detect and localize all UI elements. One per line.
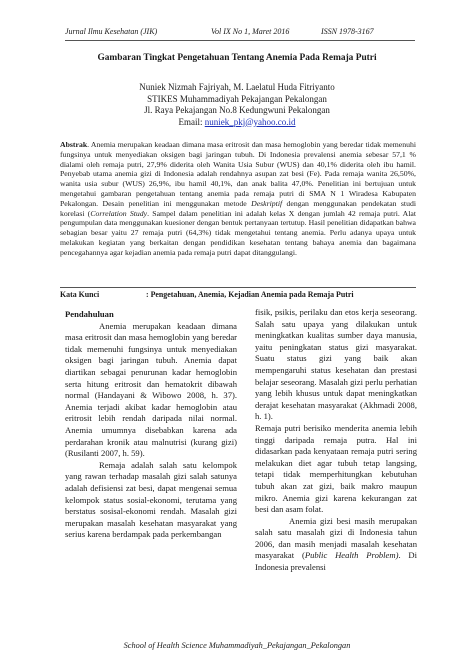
author-address: Jl. Raya Pekajangan No.8 Kedungwuni Pekalongan [144,105,330,115]
abstract-text-1: . Anemia merupakan keadaan dimana masa eritrosit dan masa hemoglobin yang beredar tidak memenuhi fungsinya untuk menyediakan oksigen bagi jaringan tubuh. Di Indonesia prevalensi anemia sebesar 57,1 % dialami oleh remaja putri, 27,9% diderita oleh Wanita Usia Subur (WUS) dan 40,1% diderita oleh ibu hamil. Penyebab utama anemia gizi di Indonesia adalah rendahnya asupan zat besi (Fe). Pada remaja wanita 26,50%, wanita usia subur (WUS) 26,9%, ibu hamil 40,1%, dan anak balita 47,0%. Penelitian ini bertujuan untuk mengetahui gambaran pengetahuan tentang anemia pada remaja putri di SMA N 1 Wiradesa Kabupaten Pekalongan. Desain penelitian ini menggunakan metode [60,140,416,208]
page-footer: School of Health Science Muhammadiyah_Pekajangan_Pekalongan [123,641,351,650]
right-paragraph-3-italic: Public Health Problem) [304,550,399,561]
keywords-label: Kata Kunci [60,290,100,299]
author-block [0,82,474,128]
abstract-label: Abstrak [60,140,88,149]
keywords-text: : Pengetahuan, Anemia, Kejadian Anemia pada Remaja Putri [146,290,354,299]
header-rule [65,40,415,41]
paper-title: Gambaran Tingkat Pengetahuan Tentang Anemia Pada Remaja Putri [97,53,377,63]
left-column [65,309,237,541]
abstract-method: Deskriptif [251,198,283,208]
author-institution: STIKES Muhammadiyah Pekajangan Pekalongan [147,93,327,104]
abstract-text-2: dengan menggunakan pendekatan studi korelasi ( [60,198,416,218]
left-paragraph-1: Anemia merupakan keadaan dimana masa eritrosit dan masa hemoglobin yang beredar tidak memenuhi fungsinya untuk menyediakan oksigen bagi jaringan tubuh. Anemia dapat diartikan sebagai penurunan kadar hemoglobin serta hitung eritrosit dan hematokrit dibawah normal (Handayani & Wibowo 2008, h. 37). Anemia terjadi akibat kadar hemoglobin atau eritrosit lebih rendah daripada nilai normal. Anemia umumnya disebabkan karena ada perdarahan kronik atau malnutrisi (kurang gizi) (Rusilanti 2007, h. 59). [65,320,237,459]
email-label: Email: [178,116,205,127]
section-heading: Pendahuluan [65,309,114,319]
right-paragraph-3 [255,516,417,574]
abstract-approach: Correlation Study [90,208,148,218]
author-names: Nuniek Nizmah Fajriyah, M. Laelatul Huda Fitriyanto [139,82,335,92]
email-link[interactable]: nuniek_pkj@yahoo.co.id [204,116,296,127]
running-header [65,27,415,39]
author-email-line [0,117,474,129]
right-column [255,307,417,574]
abstract [60,140,416,258]
right-paragraph-3-text-1: Anemia gizi besi masih merupakan salah satu masalah gizi di Indonesia tahun 2006, dan masih menjadi masalah kesehatan masyarakat ( [255,515,417,561]
journal-name: Jurnal Ilmu Kesehatan (JIK) [65,27,158,36]
journal-issn: ISSN 1978-3167 [321,27,374,36]
left-paragraph-2: Remaja adalah salah satu kelompok yang rawan terhadap masalah gizi salah satunya adalah defisiensi zat besi, dapat mengenai semua kelompok status sosial-ekonomi, terutama yang berstatus sosisal-ekonomi rendah. Masalah gizi merupakan masalah kesehatan masyarakat yang serius karena berdampak pada perkembangan [65,459,237,540]
keywords-rule [60,287,416,288]
right-paragraph-2: Remaja putri berisiko menderita anemia lebih tinggi daripada remaja putra. Hal ini didasarkan pada kenyataan remaja putri sering melakukan diet agar tubuh tetap langsing, tetapi tidak memperhitungkan kebutuhan tubuh akan zat gizi, baik makro maupun mikro. Anemia gizi karena kekurangan zat besi dan asam folat. [255,422,417,515]
journal-volume: Vol IX No 1, Maret 2016 [211,27,290,36]
right-paragraph-3-text-2: . Di Indonesia prevalensi [255,550,418,573]
right-paragraph-1: fisik, psikis, perilaku dan etos kerja seseorang. Salah satu upaya yang dilakukan untuk meningkatkan kualitas sumber daya manusia, yaitu peningkatan status gizi masyarakat. Suatu status gizi yang baik akan mempengaruhi status kesehatan dan prestasi belajar seseorang. Masalah gizi perlu perhatian yang lebih khusus untuk dapat meningkatkan derajat kesehatan masyarakat (Akhmadi 2008, h. 1). [255,307,417,422]
abstract-text-3: . Sampel dalam penelitian ini adalah kelas X dengan jumlah 42 remaja putri. Alat pengumpulan data menggunakan kuesioner dengan bentuk pertanyaan tertutup. Hasil penelitian didapatkan bahwa sebagian besar yaitu 27 remaja putri (64,3%) tidak mengetahui tentang anemia. Perlu adanya upaya untuk melakukan kegiatan yang berkaitan dengan pendidikan kesehatan tentang bahaya anemia dan bagaimana pencegahannya agar kejadian anemia pada remaja putri dapat ditanggulangi. [60,208,416,257]
